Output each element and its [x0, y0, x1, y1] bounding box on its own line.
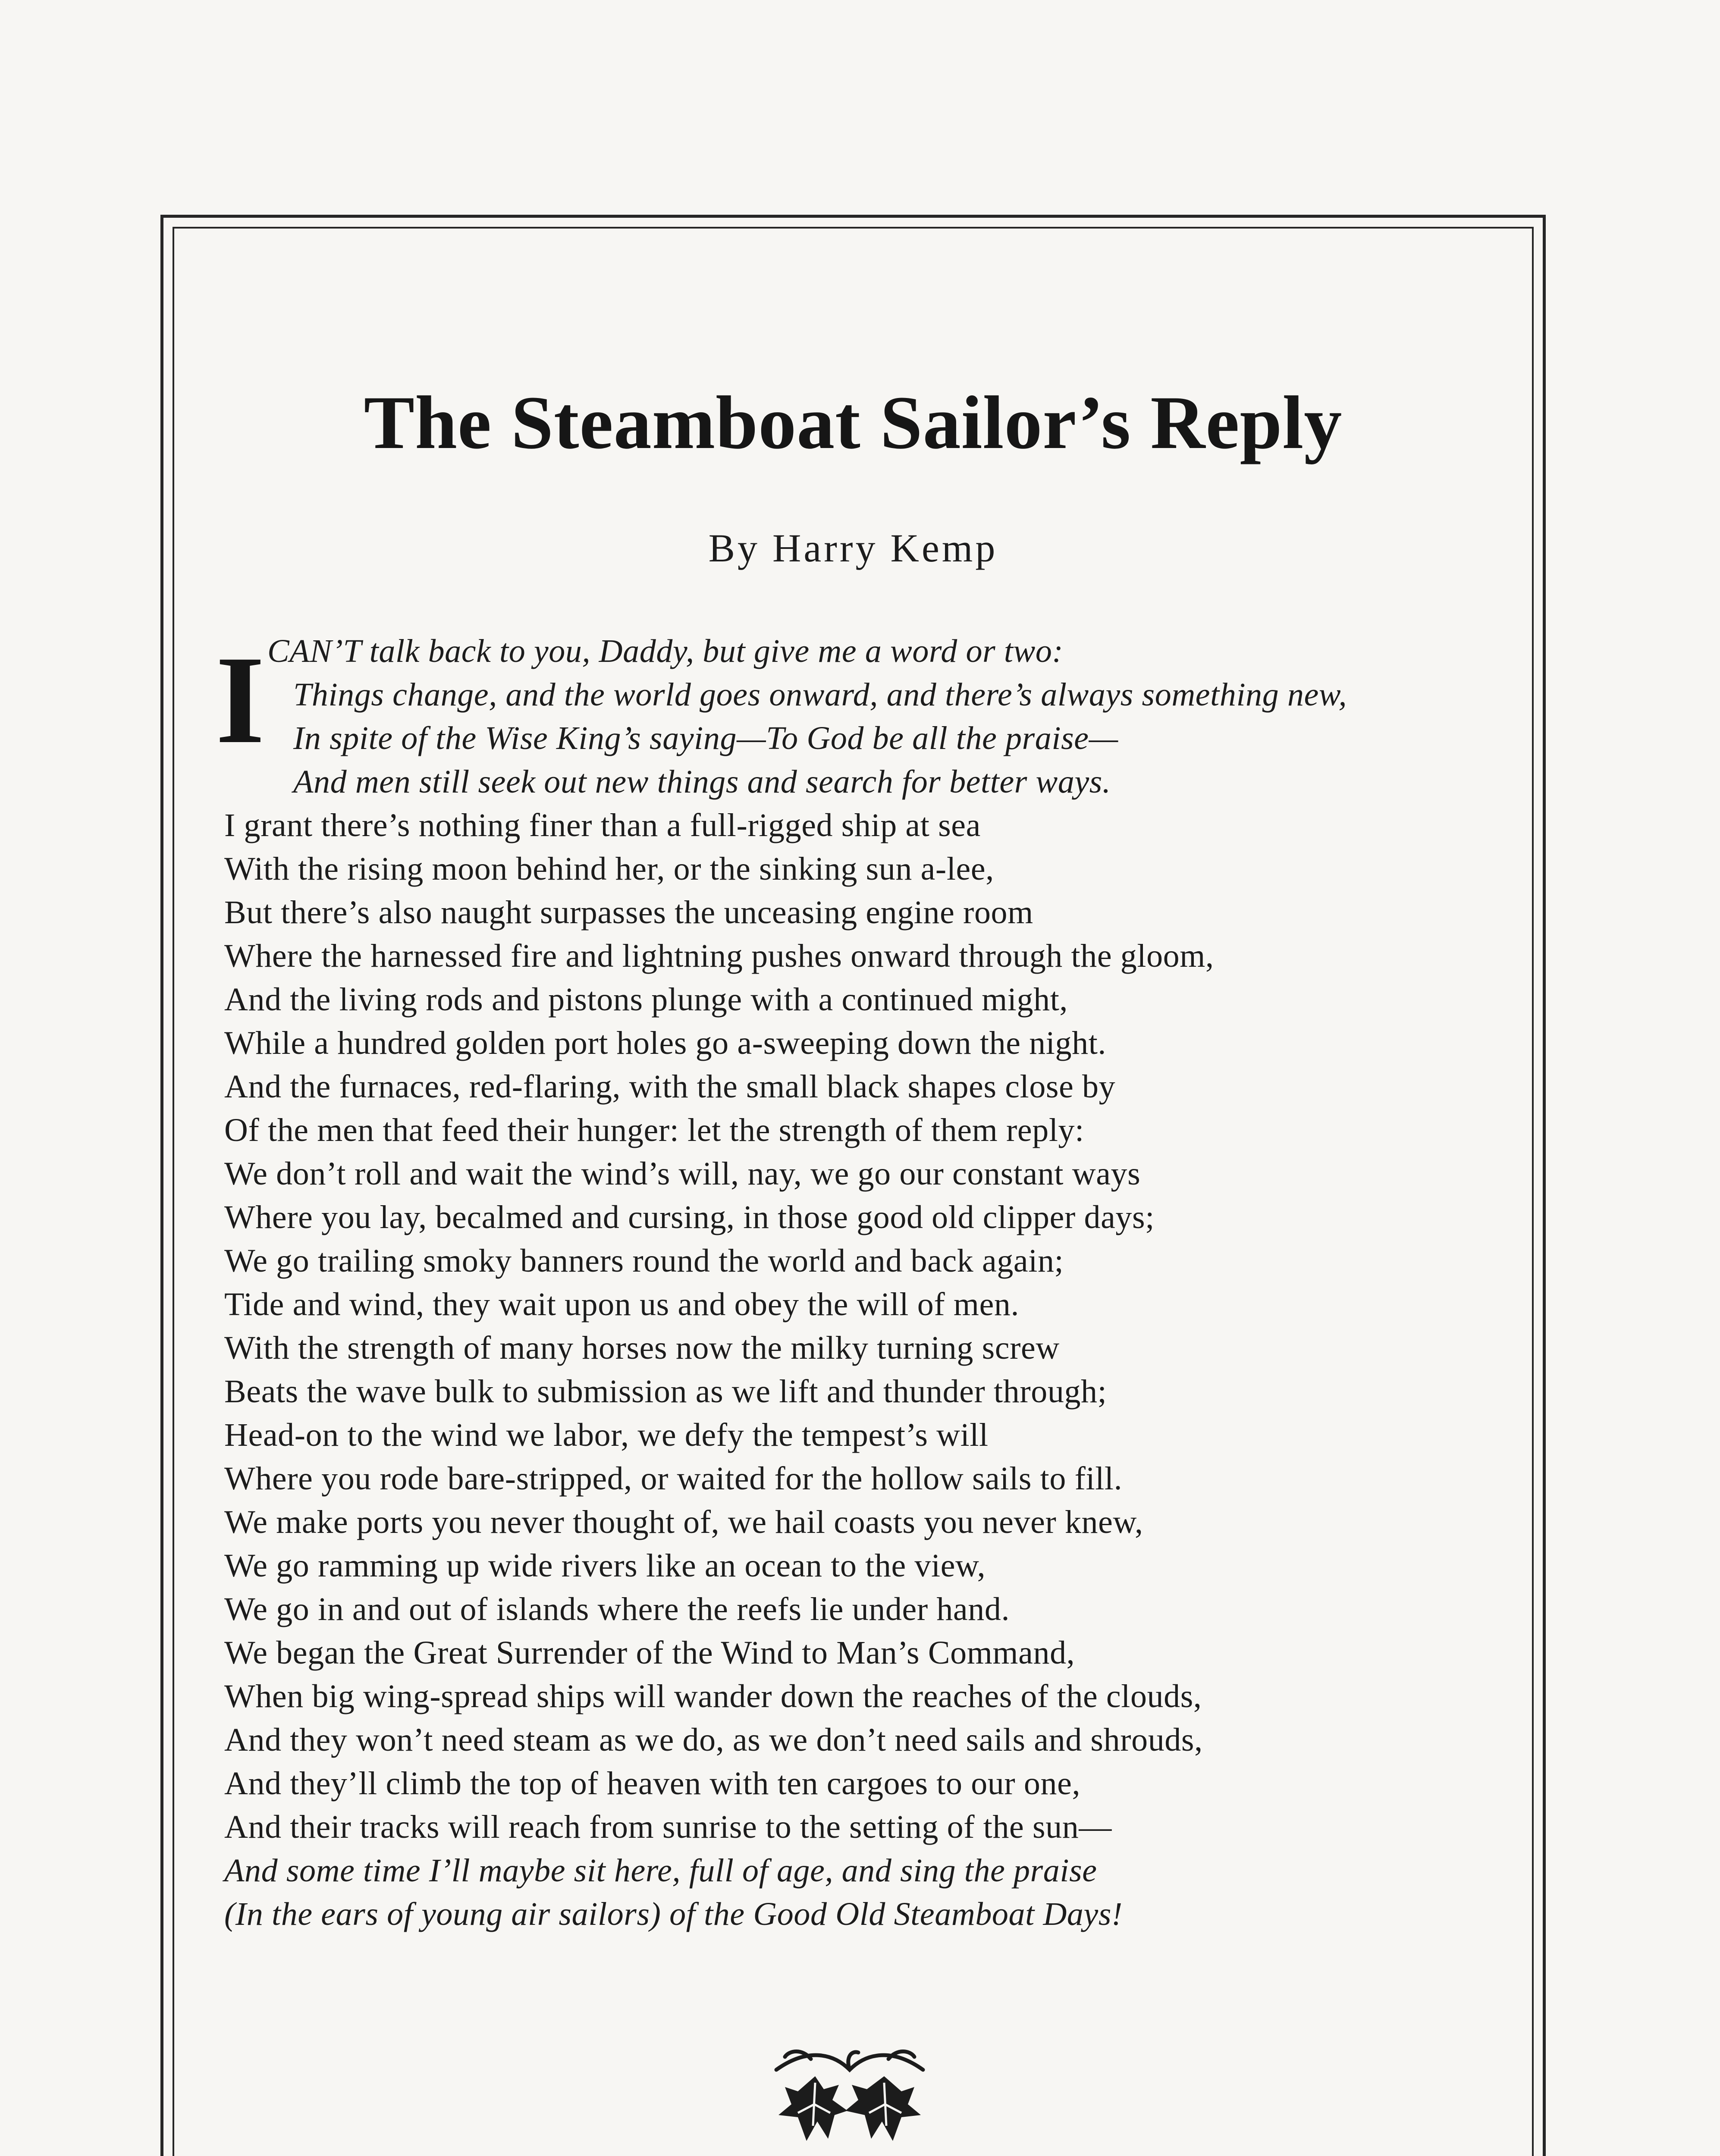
- poem-line: With the rising moon behind her, or the sinking sun a-lee,: [224, 851, 994, 887]
- poem-line: Head-on to the wind we labor, we defy the tempest’s will: [224, 1417, 989, 1453]
- poem-line: We go in and out of islands where the reefs lie under hand.: [224, 1591, 1010, 1627]
- stanza-line: In spite of the Wise King’s saying—To God be all the praise—: [293, 720, 1118, 756]
- drop-cap: I: [216, 630, 265, 770]
- poem-line: Beats the wave bulk to submission as we lift and thunder through;: [224, 1373, 1107, 1410]
- ivy-leaf-ornament-icon: [759, 2040, 940, 2152]
- closing-line: And some time I’ll maybe sit here, full of age, and sing the praise: [224, 1852, 1097, 1889]
- poem-line: We began the Great Surrender of the Wind to Man’s Command,: [224, 1635, 1075, 1671]
- stanza-line: And men still seek out new things and search for better ways.: [293, 764, 1111, 800]
- poem-line: Where you rode bare-stripped, or waited for the hollow sails to fill.: [224, 1460, 1123, 1497]
- poem-byline: By Harry Kemp: [708, 526, 998, 570]
- poem-line: We go ramming up wide rivers like an ocean to the view,: [224, 1548, 986, 1584]
- poem-line: I grant there’s nothing finer than a full-rigged ship at sea: [224, 807, 981, 843]
- poem-line: We go trailing smoky banners round the world and back again;: [224, 1243, 1064, 1279]
- poem-line: And the furnaces, red-flaring, with the small black shapes close by: [224, 1069, 1116, 1105]
- poem-line: But there’s also naught surpasses the unceasing engine room: [224, 894, 1033, 931]
- poem-line: And the living rods and pistons plunge with a continued might,: [224, 981, 1068, 1018]
- poem-line: Tide and wind, they wait upon us and obey the will of men.: [224, 1286, 1020, 1322]
- poem-line: While a hundred golden port holes go a-sweeping down the night.: [224, 1025, 1107, 1061]
- poem-line: With the strength of many horses now the milky turning screw: [224, 1330, 1060, 1366]
- poem-body: [224, 630, 1518, 1936]
- stanza-line: Things change, and the world goes onward, and there’s always something new,: [293, 677, 1347, 713]
- poem-line: We make ports you never thought of, we hail coasts you never knew,: [224, 1504, 1143, 1540]
- poem-line: Where you lay, becalmed and cursing, in those good old clipper days;: [224, 1199, 1155, 1235]
- closing-line: (In the ears of young air sailors) of the Good Old Steamboat Days!: [224, 1896, 1123, 1932]
- poem-line: And they’ll climb the top of heaven with ten cargoes to our one,: [224, 1765, 1081, 1802]
- poem-title: The Steamboat Sailor’s Reply: [364, 381, 1343, 465]
- poem-line: And they won’t need steam as we do, as we don’t need sails and shrouds,: [224, 1722, 1203, 1758]
- poem-line: Where the harnessed fire and lightning pushes onward through the gloom,: [224, 938, 1214, 974]
- poem-line: And their tracks will reach from sunrise to the setting of the sun—: [224, 1809, 1112, 1845]
- stanza-line: CAN’T talk back to you, Daddy, but give me a word or two:: [267, 633, 1064, 669]
- poem-line: We don’t roll and wait the wind’s will, nay, we go our constant ways: [224, 1156, 1141, 1192]
- poem-line: When big wing-spread ships will wander down the reaches of the clouds,: [224, 1678, 1202, 1714]
- poem-line: Of the men that feed their hunger: let the strength of them reply:: [224, 1112, 1084, 1148]
